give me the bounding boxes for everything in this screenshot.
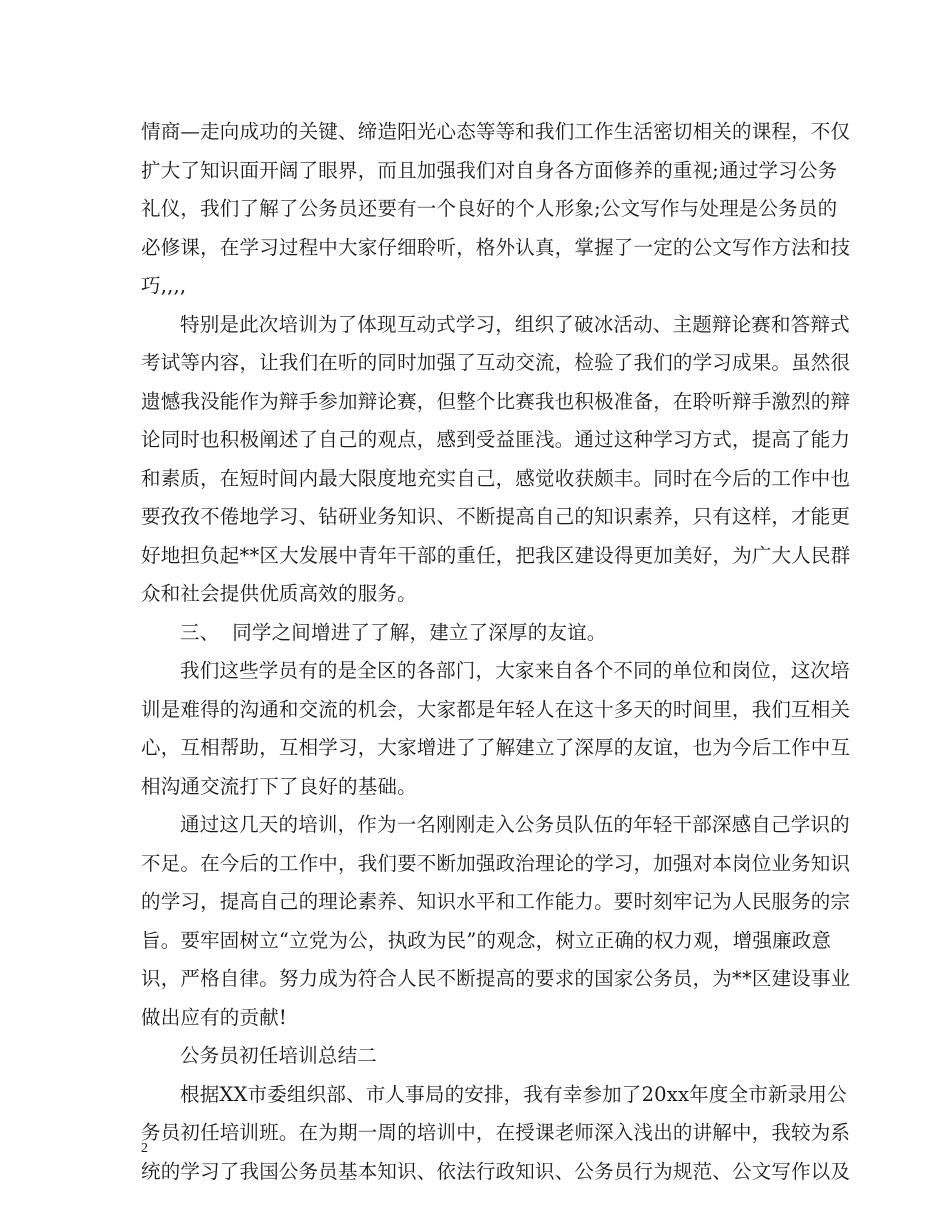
text-line: 旨。要牢固树立“立党为公，执政为民”的观念，树立正确的权力观，增强廉政意 xyxy=(141,928,832,952)
page-number: 2 xyxy=(141,1141,148,1156)
text-line: 和素质，在短时间内最大限度地充实自己，感觉收获颇丰。同时在今后的工作中也 xyxy=(141,466,851,490)
paragraph-first-line: 我们这些学员有的是全区的各部门，大家来自各个不同的单位和岗位，这次培 xyxy=(180,659,850,682)
text-line: 情商—走向成功的关键、缔造阳光心态等等和我们工作生活密切相关的课程，不仅 xyxy=(141,120,851,143)
text-line: 做出应有的贡献! xyxy=(141,1005,287,1029)
document-subtitle: 公务员初任培训总结二 xyxy=(180,1044,378,1067)
text-line: 考试等内容，让我们在听的同时加强了互动交流，检验了我们的学习成果。虽然很 xyxy=(141,351,851,374)
paragraph-first-line: 根据XX市委组织部、市人事局的安排，我有幸参加了20xx年度全市新录用公 xyxy=(180,1082,847,1106)
text-line: 要孜孜不倦地学习、钻研业务知识、不断提高自己的知识素养，只有这样，才能更 xyxy=(141,505,851,528)
text-line: 遗憾我没能作为辩手参加辩论赛，但整个比赛我也积极准备，在聆听辩手激烈的辩 xyxy=(141,389,851,413)
text-line: 巧,,,, xyxy=(141,274,187,297)
text-line: 务员初任培训班。在为期一周的培训中，在授课老师深入浅出的讲解中，我较为系 xyxy=(141,1121,851,1144)
document-body xyxy=(141,113,851,1191)
paragraph-first-line: 特别是此次培训为了体现互动式学习，组织了破冰活动、主题辩论赛和答辩式 xyxy=(180,312,850,336)
text-line: 扩大了知识面开阔了眼界，而且加强我们对自身各方面修养的重视;通过学习公务 xyxy=(141,158,838,182)
text-line: 识，严格自律。努力成为符合人民不断提高的要求的国家公务员，为**区建设事业 xyxy=(141,967,851,990)
text-line: 相沟通交流打下了良好的基础。 xyxy=(141,774,417,798)
text-line: 训是难得的沟通和交流的机会，大家都是年轻人在这十多天的时间里，我们互相关 xyxy=(141,697,851,721)
text-line: 统的学习了我国公务员基本知识、依法行政知识、公务员行为规范、公文写作以及 xyxy=(141,1159,851,1183)
text-line: 众和社会提供优质高效的服务。 xyxy=(141,582,417,605)
text-line: 不足。在今后的工作中，我们要不断加强政治理论的学习，加强对本岗位业务知识 xyxy=(141,851,851,875)
section-heading: 三、 同学之间增进了了解，建立了深厚的友谊。 xyxy=(180,620,607,644)
text-line: 的学习，提高自己的理论素养、知识水平和工作能力。要时刻牢记为人民服务的宗 xyxy=(141,890,851,913)
text-line: 好地担负起**区大发展中青年干部的重任，把我区建设得更加美好，为广大人民群 xyxy=(141,543,851,567)
text-line: 论同时也积极阐述了自己的观点，感到受益匪浅。通过这种学习方式，提高了能力 xyxy=(141,428,851,451)
text-line: 礼仪，我们了解了公务员还要有一个良好的个人形象;公文写作与处理是公务员的 xyxy=(141,197,838,220)
text-line: 必修课，在学习过程中大家仔细聆听，格外认真，掌握了一定的公文写作方法和技 xyxy=(141,235,851,259)
paragraph-first-line: 通过这几天的培训，作为一名刚刚走入公务员队伍的年轻干部深感自己学识的 xyxy=(180,813,850,836)
text-line: 心，互相帮助，互相学习，大家增进了了解建立了深厚的友谊，也为今后工作中互 xyxy=(141,736,851,759)
